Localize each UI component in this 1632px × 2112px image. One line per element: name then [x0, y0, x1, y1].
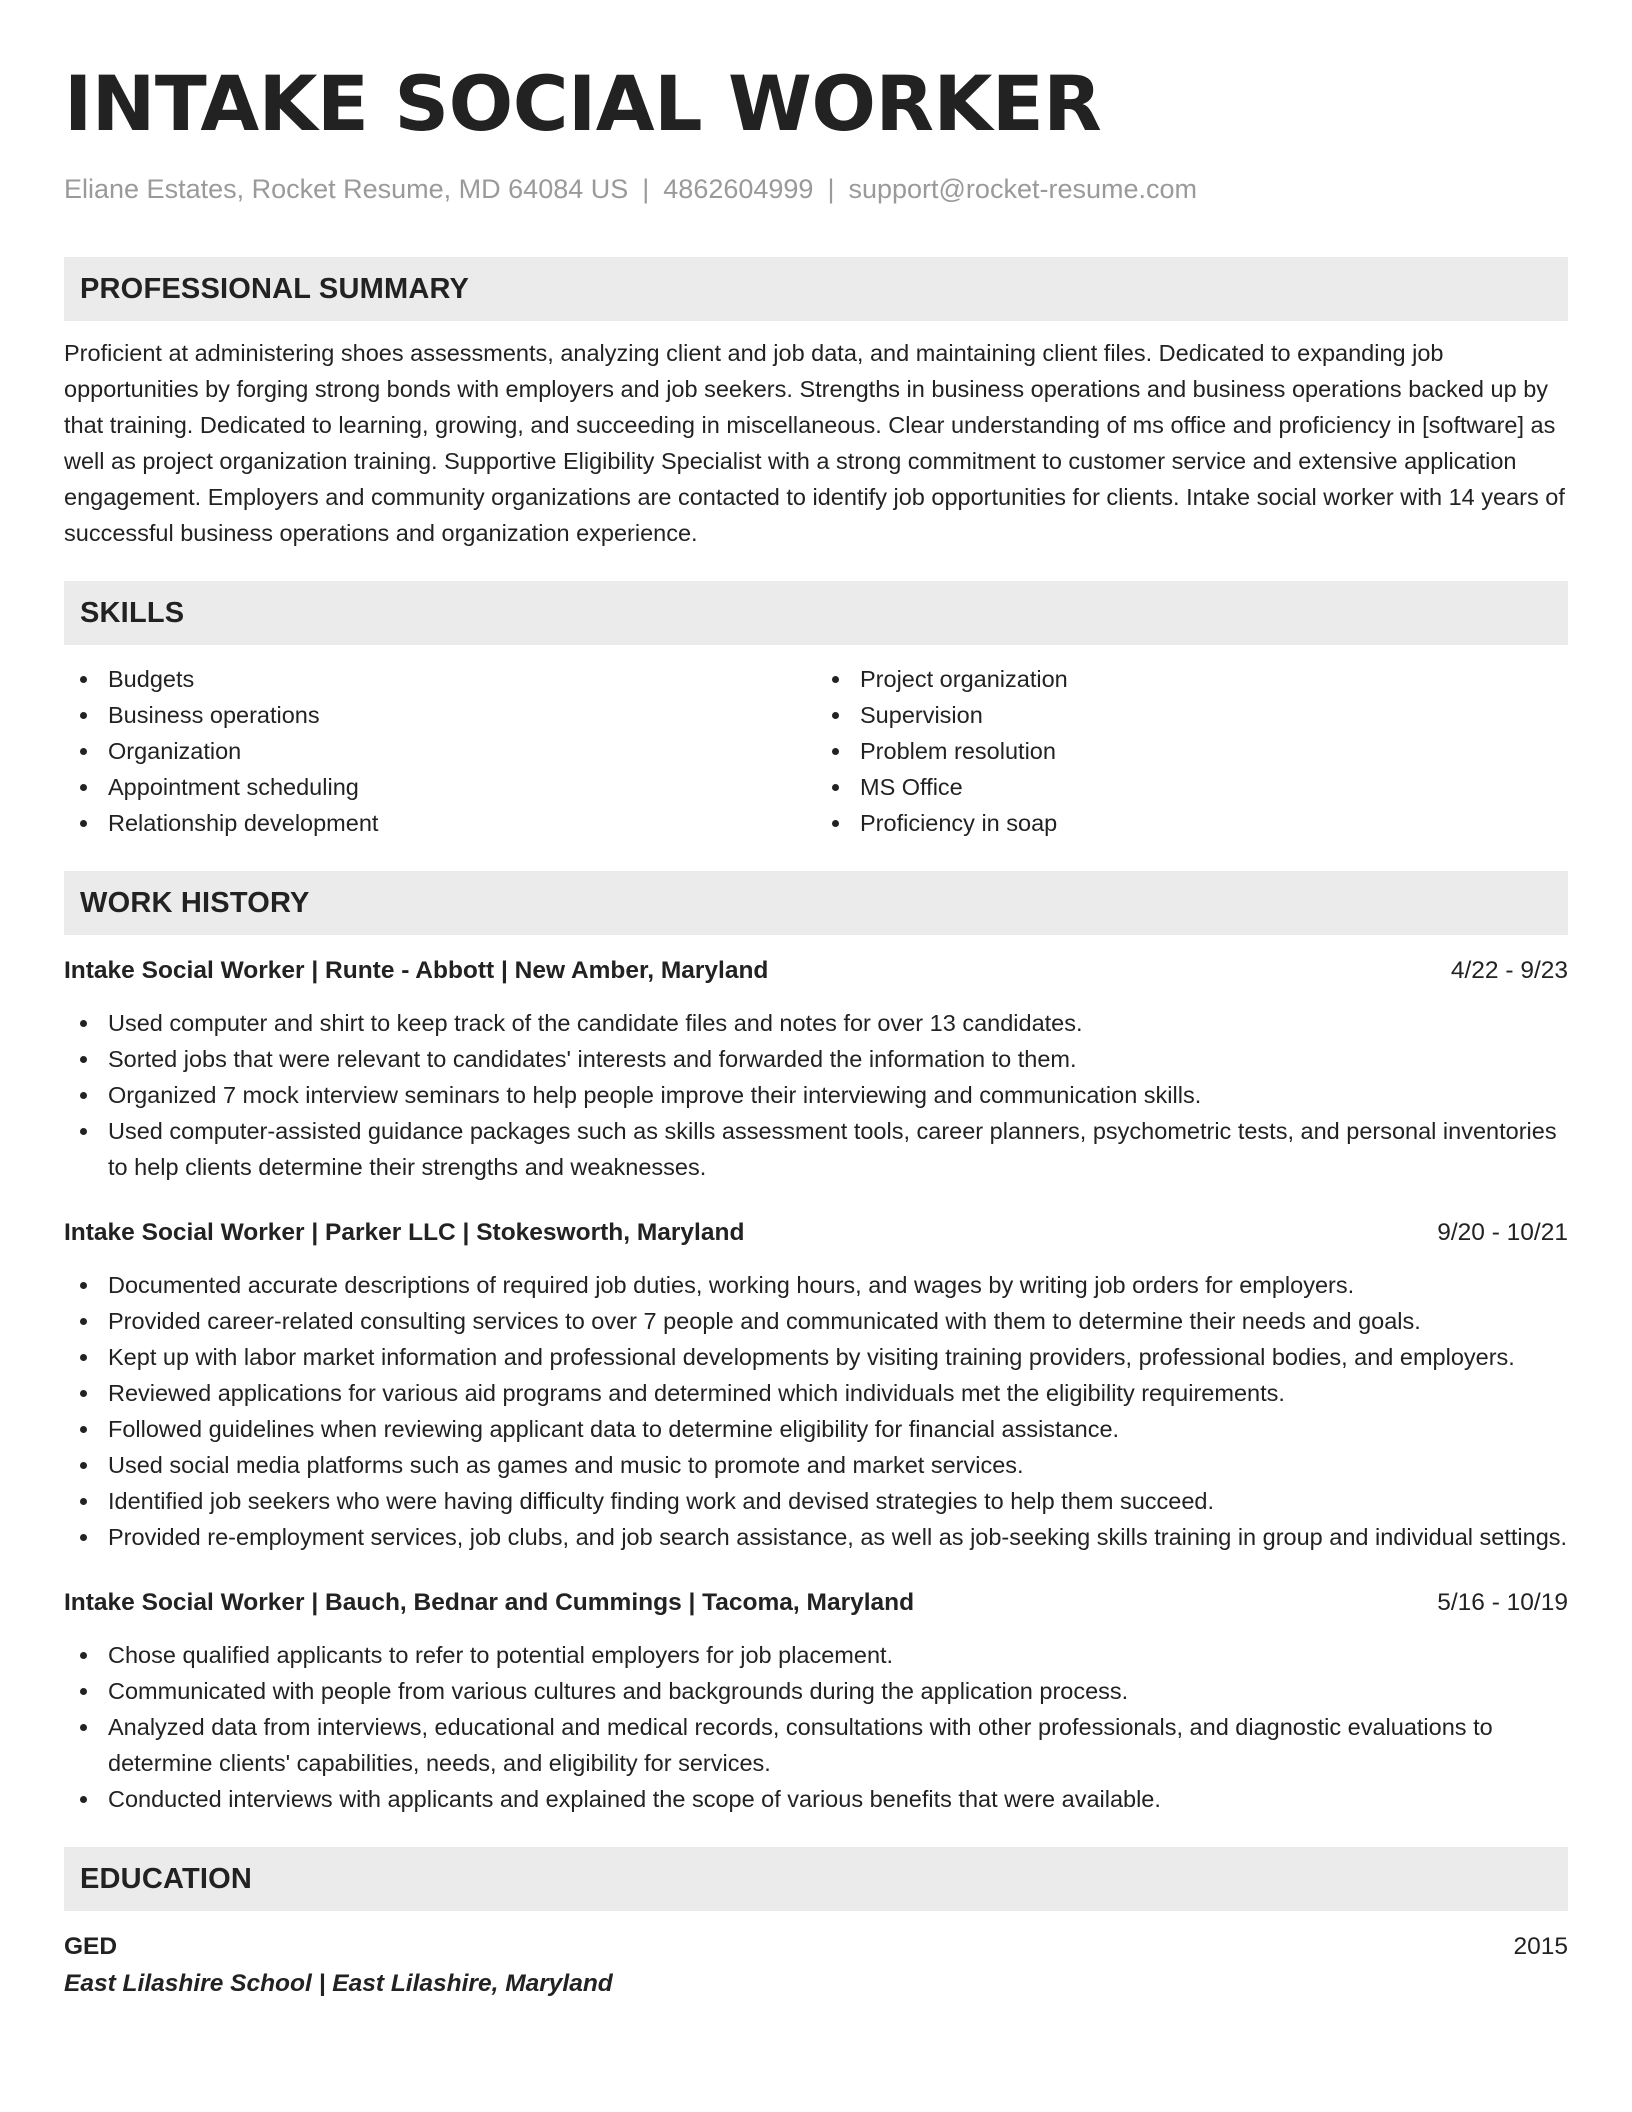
job-bullet: Identified job seekers who were having difficulty finding work and devised strategies to help them succeed.: [64, 1483, 1568, 1519]
skill-item: Organization: [64, 733, 816, 769]
skill-item: Proficiency in soap: [816, 805, 1568, 841]
job-bullet: Reviewed applications for various aid programs and determined which individuals met the eligibility requirements.: [64, 1375, 1568, 1411]
job-bullet: Provided career-related consulting services to over 7 people and communicated with them to determine their needs and goals.: [64, 1303, 1568, 1339]
summary-text: Proficient at administering shoes assessments, analyzing client and job data, and maintaining client files. Dedicated to expanding job opportunities by forging strong bonds with employers and job seekers. Strengths in business operations and business operations backed up by that training. Dedicated to learning, growing, and succeeding in miscellaneous. Clear understanding of ms office and proficiency in [software] as well as project organization training. Supportive Eligibility Specialist with a strong commitment to customer service and extensive application engagement. Employers and community organizations are contacted to identify job opportunities for clients. Intake social worker with 14 years of successful business operations and organization experience.: [64, 340, 1565, 546]
job-bullet: Organized 7 mock interview seminars to help people improve their interviewing and communication skills.: [64, 1077, 1568, 1113]
professional-summary-section: [64, 257, 1568, 551]
skill-item: Problem resolution: [816, 733, 1568, 769]
skills-column-right: [816, 661, 1568, 841]
education-year: 2015: [1513, 1933, 1568, 1960]
education-school: East Lilashire School | East Lilashire, Maryland: [64, 1970, 613, 1997]
contact-email[interactable]: support@rocket-resume.com: [848, 174, 1197, 204]
section-heading-education: EDUCATION: [64, 1847, 1568, 1911]
job-bullet: Provided re-employment services, job clubs, and job search assistance, as well as job-seeking skills training in group and individual settings.: [64, 1519, 1568, 1555]
job-bullet: Followed guidelines when reviewing applicant data to determine eligibility for financial assistance.: [64, 1411, 1568, 1447]
skill-item: Supervision: [816, 697, 1568, 733]
job-dates: 9/20 - 10/21: [1437, 1219, 1568, 1246]
education-section: [64, 1847, 1568, 2003]
skill-item: Project organization: [816, 661, 1568, 697]
job-title: Intake Social Worker | Runte - Abbott | New Amber, Maryland: [64, 957, 769, 984]
job-bullets: [64, 1637, 1568, 1817]
education-header: [64, 1929, 1568, 1965]
contact-line: [64, 172, 1568, 206]
education-degree: GED: [64, 1933, 118, 1960]
job-bullet: Analyzed data from interviews, educational and medical records, consultations with other professionals, and diagnostic evaluations to determine clients' capabilities, needs, and eligibility for services.: [64, 1709, 1568, 1781]
skill-item: MS Office: [816, 769, 1568, 805]
job-bullet: Used social media platforms such as games and music to promote and market services.: [64, 1447, 1568, 1483]
contact-address: Eliane Estates, Rocket Resume, MD 64084 US: [64, 174, 629, 204]
job-bullet: Used computer and shirt to keep track of the candidate files and notes for over 13 candidates.: [64, 1005, 1568, 1041]
work-history-section: [64, 871, 1568, 1817]
job-entry: [64, 953, 1568, 1185]
skill-item: Budgets: [64, 661, 816, 697]
job-bullet: Communicated with people from various cultures and backgrounds during the application process.: [64, 1673, 1568, 1709]
job-dates: 5/16 - 10/19: [1437, 1589, 1568, 1616]
job-entry: [64, 1585, 1568, 1817]
job-bullet: Conducted interviews with applicants and explained the scope of various benefits that were available.: [64, 1781, 1568, 1817]
section-heading-work: WORK HISTORY: [64, 871, 1568, 935]
contact-phone: 4862604999: [663, 174, 814, 204]
contact-separator: |: [642, 174, 650, 204]
job-bullets: [64, 1267, 1568, 1555]
job-title: Intake Social Worker | Parker LLC | Stokesworth, Maryland: [64, 1219, 745, 1246]
job-entry: [64, 1215, 1568, 1555]
job-bullet: Sorted jobs that were relevant to candidates' interests and forwarded the information to them.: [64, 1041, 1568, 1077]
job-bullet: Documented accurate descriptions of required job duties, working hours, and wages by writing job orders for employers.: [64, 1267, 1568, 1303]
job-dates: 4/22 - 9/23: [1450, 957, 1568, 984]
job-title: Intake Social Worker | Bauch, Bednar and Cummings | Tacoma, Maryland: [64, 1589, 915, 1616]
section-heading-skills: SKILLS: [64, 581, 1568, 645]
job-header: [64, 1585, 1568, 1621]
skill-item: Appointment scheduling: [64, 769, 816, 805]
job-bullets: [64, 1005, 1568, 1185]
skills-grid: [64, 661, 1568, 841]
section-heading-summary: PROFESSIONAL SUMMARY: [64, 257, 1568, 321]
skill-item: Business operations: [64, 697, 816, 733]
job-bullet: Kept up with labor market information and professional developments by visiting training providers, professional bodies, and employers.: [64, 1339, 1568, 1375]
skills-section: [64, 581, 1568, 841]
skill-item: Relationship development: [64, 805, 816, 841]
job-bullet: Chose qualified applicants to refer to potential employers for job placement.: [64, 1637, 1568, 1673]
job-bullet: Used computer-assisted guidance packages such as skills assessment tools, career planners, psychometric tests, and personal inventories to help clients determine their strengths and weaknesses.: [64, 1113, 1568, 1185]
job-header: [64, 1215, 1568, 1251]
candidate-title: INTAKE SOCIAL WORKER: [64, 59, 1102, 148]
skills-column-left: [64, 661, 816, 841]
contact-separator: |: [827, 174, 835, 204]
job-header: [64, 953, 1568, 989]
